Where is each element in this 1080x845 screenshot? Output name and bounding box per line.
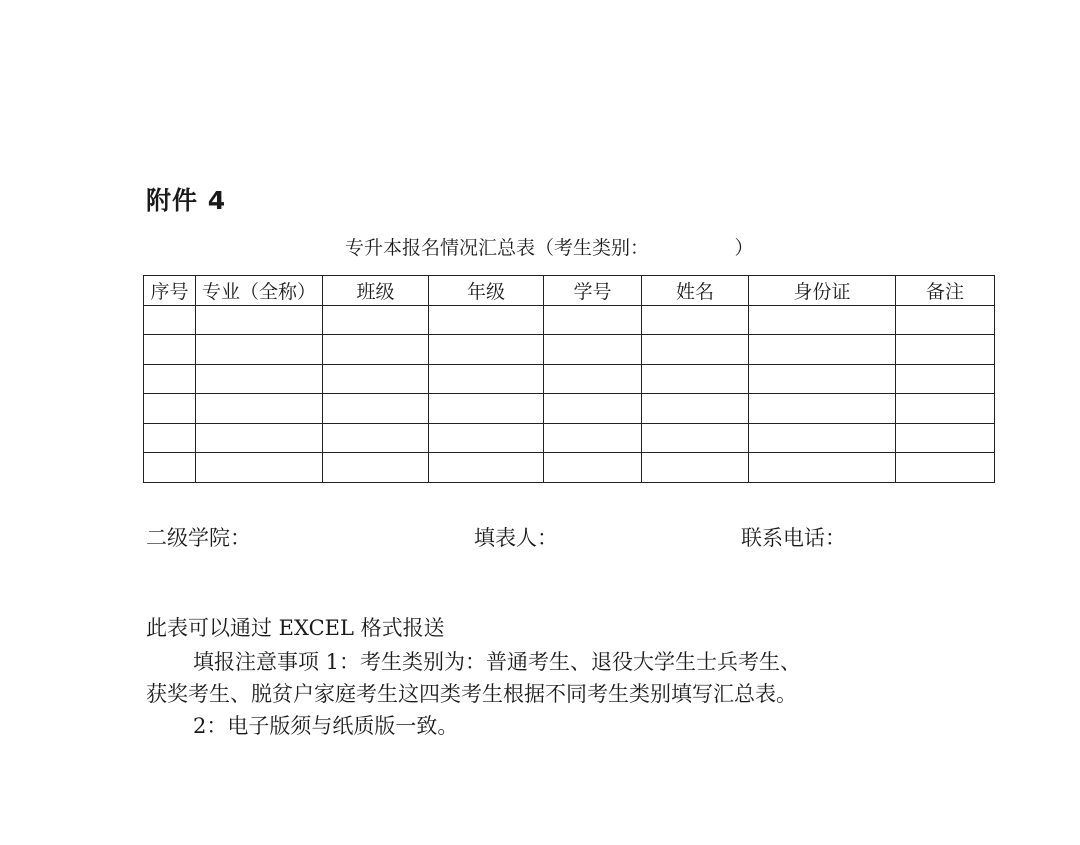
table-cell [544,335,642,365]
table-cell [749,335,896,365]
phone-label: 联系电话： [741,526,846,550]
table-cell [144,423,196,453]
table-cell [544,305,642,335]
table-cell [429,364,544,394]
header-class: 班级 [323,276,429,306]
table-row [144,453,995,483]
table-cell [642,305,749,335]
table-header-row [144,276,995,306]
header-remarks: 备注 [896,276,995,306]
table-cell [429,305,544,335]
excel-note: 此表可以通过 EXCEL 格式报送 [146,616,445,640]
header-name: 姓名 [642,276,749,306]
table-cell [196,423,323,453]
table-cell [429,423,544,453]
table-cell [896,394,995,424]
table-cell [323,335,429,365]
table-cell [196,305,323,335]
table-cell [144,453,196,483]
header-id-card: 身份证 [749,276,896,306]
table-cell [749,305,896,335]
table-cell [642,453,749,483]
table-cell [749,394,896,424]
table-cell [642,423,749,453]
table-cell [429,453,544,483]
table-cell [144,364,196,394]
table-cell [323,394,429,424]
table-row [144,423,995,453]
registration-summary-table [143,275,995,483]
table-cell [642,335,749,365]
table-cell [544,394,642,424]
table-cell [196,364,323,394]
table-cell [323,305,429,335]
table-cell [642,394,749,424]
instructions-item1-line1: 填报注意事项 1：考生类别为：普通考生、退役大学生士兵考生、 [193,650,802,674]
table-body [144,305,995,482]
attachment-label: 附件 4 [146,186,227,215]
table-cell [323,423,429,453]
table-cell [429,394,544,424]
table-cell [323,364,429,394]
table-row [144,364,995,394]
table-cell [896,423,995,453]
table-cell [896,364,995,394]
table-cell [196,394,323,424]
header-index: 序号 [144,276,196,306]
table-cell [749,364,896,394]
table-row [144,394,995,424]
table-cell [196,453,323,483]
header-major: 专业（全称） [196,276,323,306]
table-row [144,335,995,365]
table-cell [429,335,544,365]
table-cell [749,423,896,453]
college-label: 二级学院： [146,526,251,550]
table-cell [642,364,749,394]
table-cell [544,364,642,394]
table-cell [544,453,642,483]
instructions-item2: 2：电子版须与纸质版一致。 [193,714,459,738]
table-cell [544,423,642,453]
instructions-item1-line2: 获奖考生、脱贫户家庭考生这四类考生根据不同考生类别填写汇总表。 [146,682,797,706]
table-cell [144,305,196,335]
table-cell [144,335,196,365]
table-cell [144,394,196,424]
header-grade: 年级 [429,276,544,306]
table-title: 专升本报名情况汇总表（考生类别： ） [345,237,754,259]
table-cell [896,305,995,335]
table-cell [896,335,995,365]
filler-label: 填表人： [474,526,558,550]
table-cell [749,453,896,483]
header-student-id: 学号 [544,276,642,306]
table-cell [323,453,429,483]
table-cell [196,335,323,365]
table-row [144,305,995,335]
table-cell [896,453,995,483]
